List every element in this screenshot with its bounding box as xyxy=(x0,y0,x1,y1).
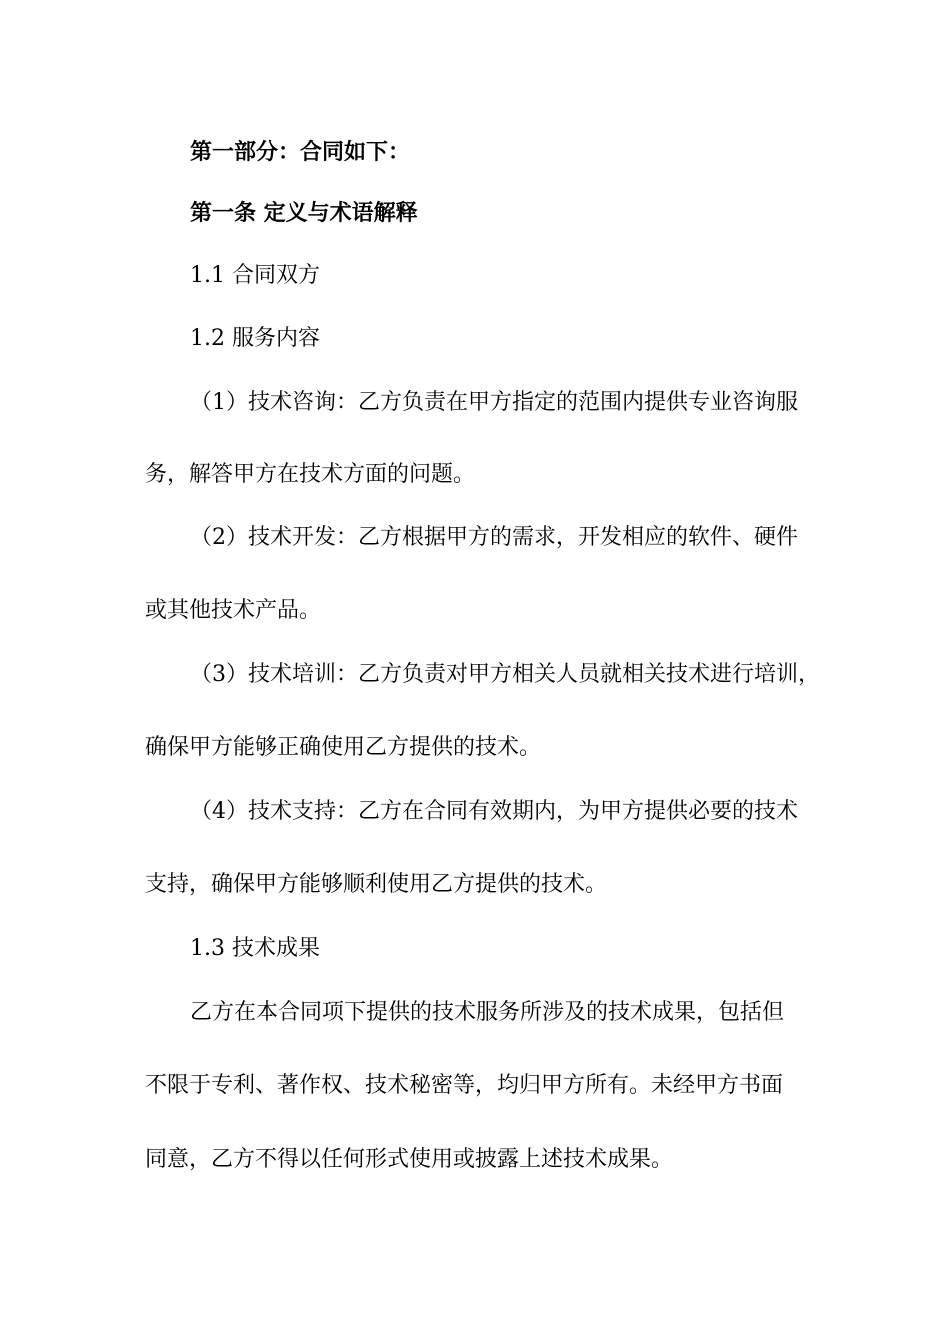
item-2-line-2: 或其他技术产品。 xyxy=(145,598,322,623)
item-3-line-1: （3）技术培训：乙方负责对甲方相关人员就相关技术进行培训， xyxy=(190,662,820,687)
item-3-line-2: 确保甲方能够正确使用乙方提供的技术。 xyxy=(145,735,542,760)
item-1-line-1: （1）技术咨询：乙方负责在甲方指定的范围内提供专业咨询服 xyxy=(190,390,798,415)
section-1-3-heading: 1.3 技术成果 xyxy=(190,936,320,961)
item-4-line-2: 支持，确保甲方能够顺利使用乙方提供的技术。 xyxy=(145,872,608,897)
article-heading: 第一条 定义与术语解释 xyxy=(190,201,418,226)
section-1-3-paragraph-line-2: 不限于专利、著作权、技术秘密等，均归甲方所有。未经甲方书面 xyxy=(145,1073,784,1098)
item-4-line-1: （4）技术支持：乙方在合同有效期内，为甲方提供必要的技术 xyxy=(190,799,798,824)
item-2-line-1: （2）技术开发：乙方根据甲方的需求，开发相应的软件、硬件 xyxy=(190,525,798,550)
part-heading: 第一部分：合同如下： xyxy=(190,140,411,165)
section-1-3-paragraph-line-1: 乙方在本合同项下提供的技术服务所涉及的技术成果，包括但 xyxy=(190,1000,785,1025)
section-1-2-heading: 1.2 服务内容 xyxy=(190,326,320,351)
section-1-1-heading: 1.1 合同双方 xyxy=(190,263,320,288)
section-1-3-paragraph-line-3: 同意，乙方不得以任何形式使用或披露上述技术成果。 xyxy=(145,1147,674,1172)
item-1-line-2: 务，解答甲方在技术方面的问题。 xyxy=(145,462,476,487)
